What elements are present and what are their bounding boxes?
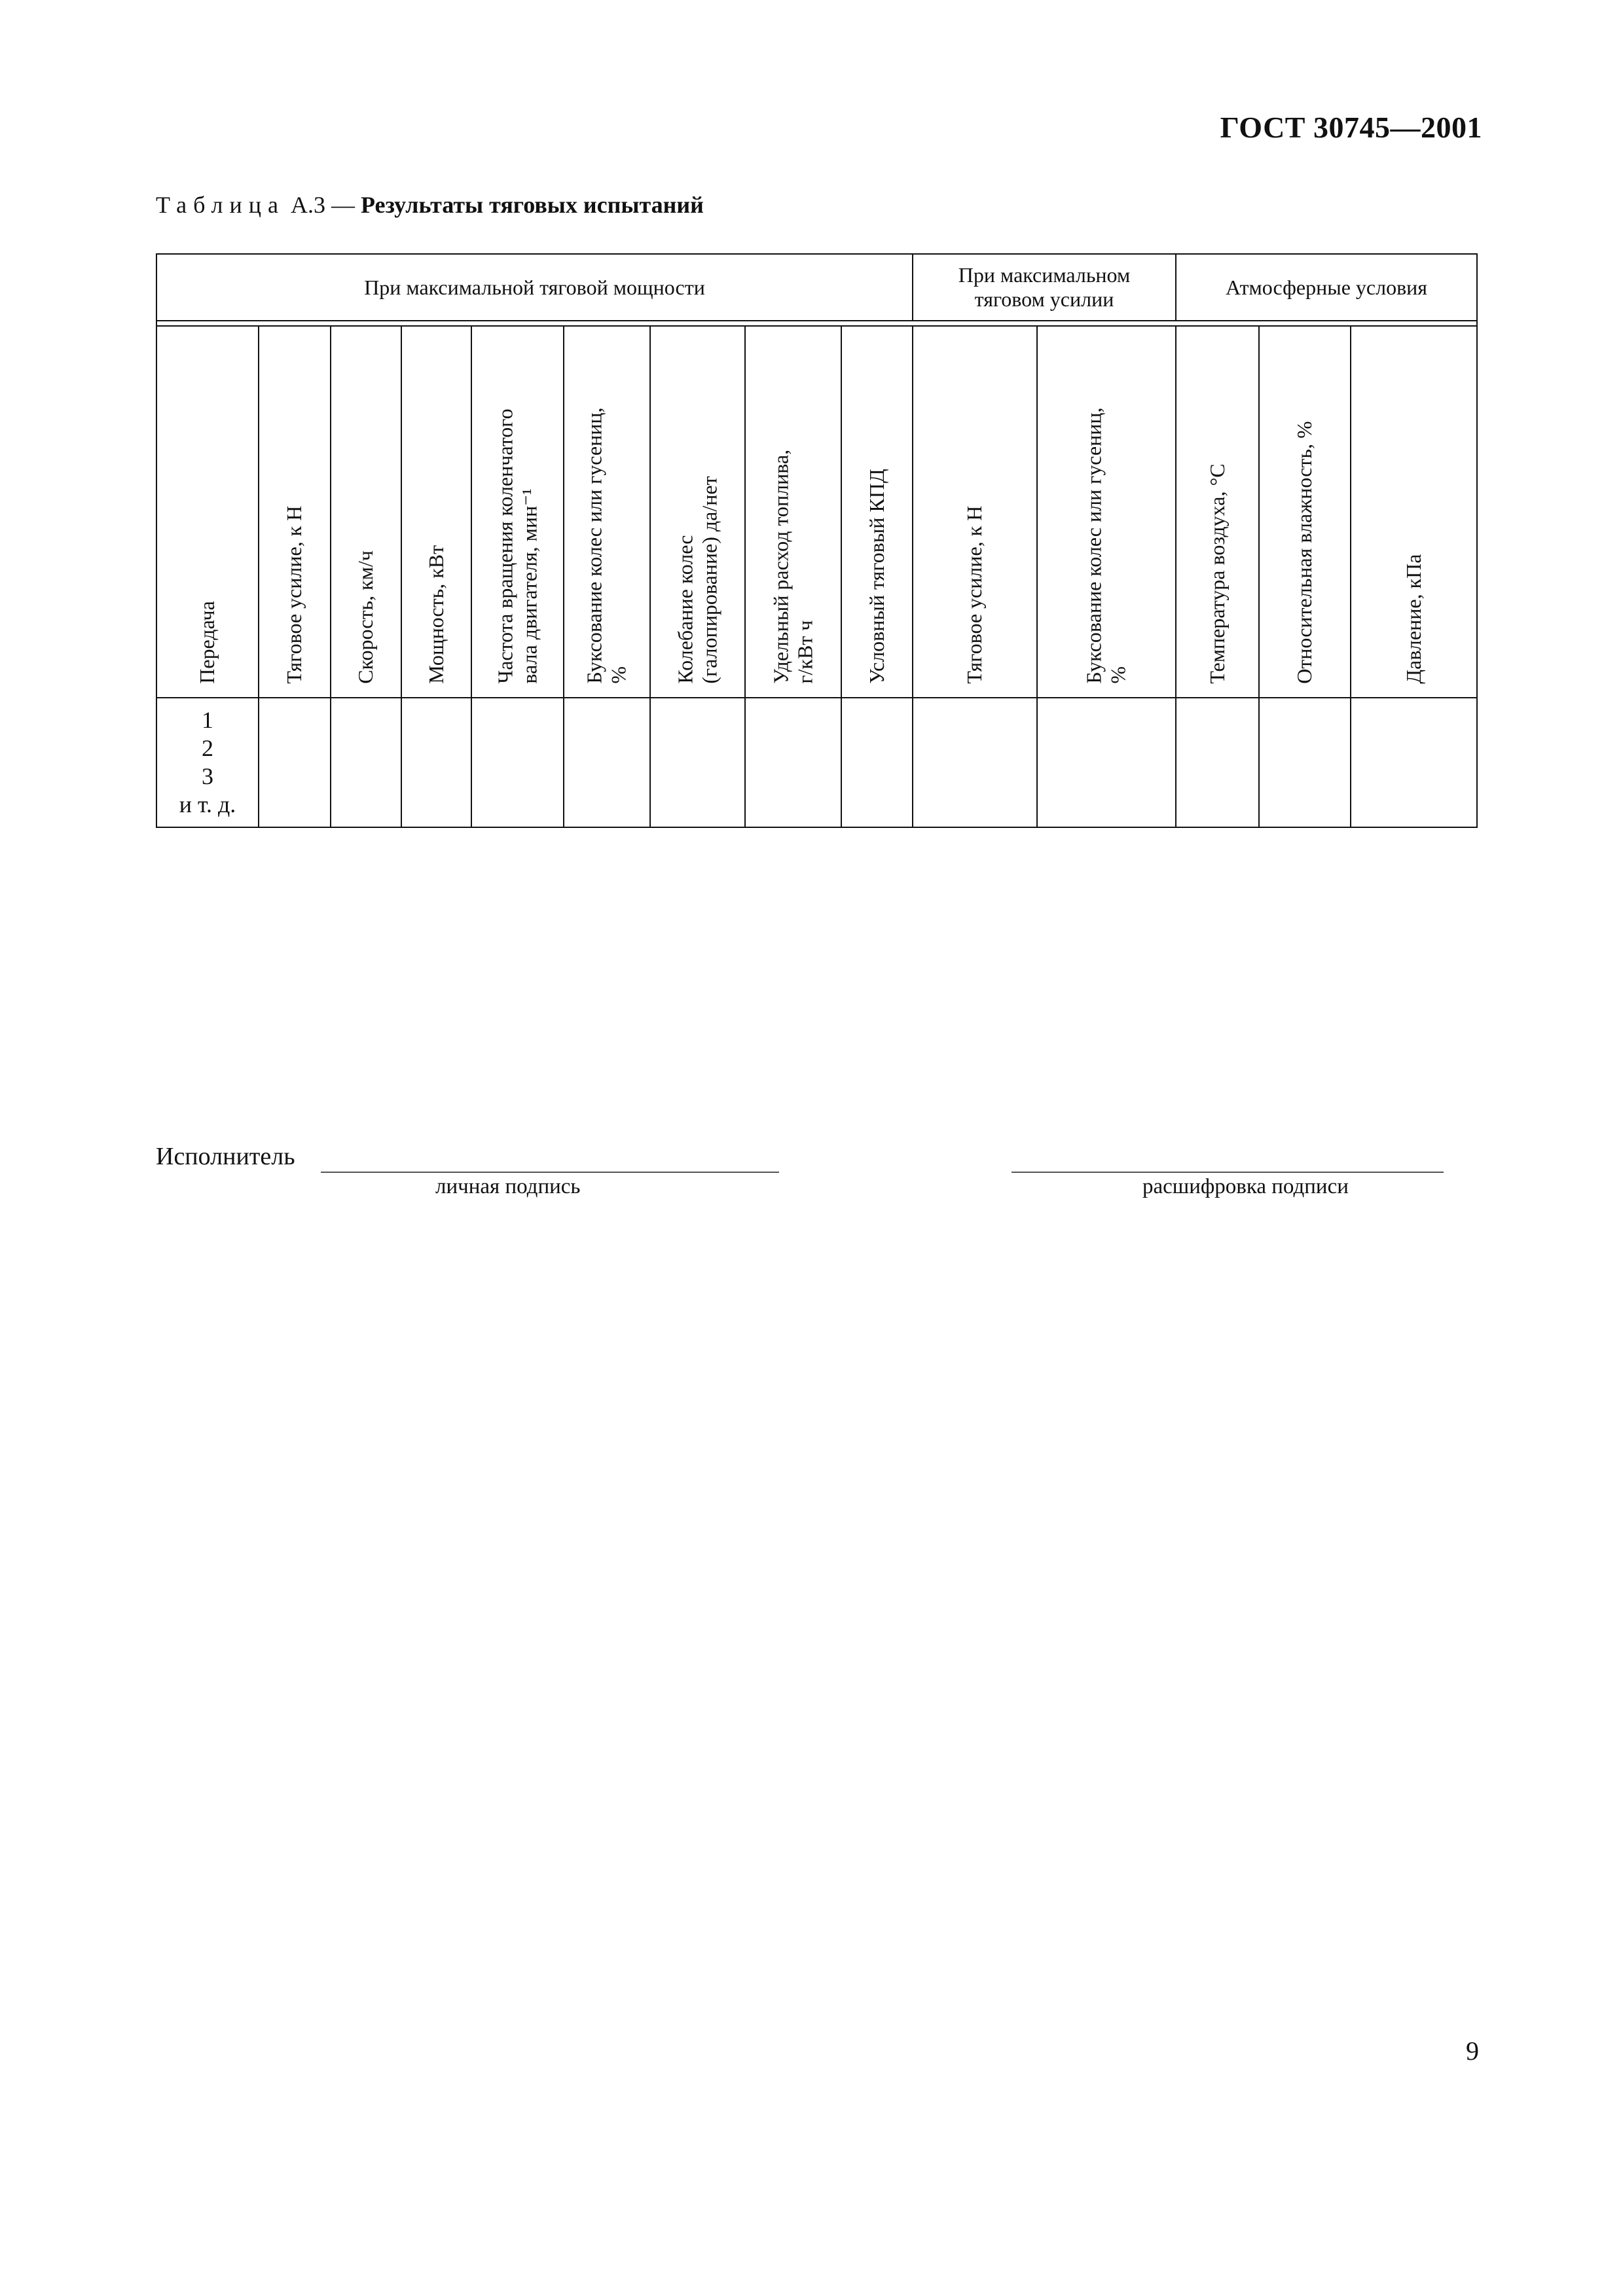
table-cell <box>564 698 650 827</box>
signature-line-personal <box>321 1172 779 1173</box>
table-cell <box>471 698 564 827</box>
group-header-max-force <box>913 254 1176 321</box>
col-gear: Передача <box>156 326 259 698</box>
table-caption <box>156 191 704 219</box>
signature-caption-personal: личная подпись <box>435 1175 581 1198</box>
results-table-wrapper <box>156 253 1478 828</box>
col-traction-force-max: Тяговое усилие, к Н <box>913 326 1037 698</box>
table-cell <box>1037 698 1176 827</box>
table-cell <box>1351 698 1477 827</box>
document-code: ГОСТ 30745—2001 <box>1220 111 1482 144</box>
group-header-max-force-text: При максимальном тяговом усилии <box>958 263 1131 311</box>
col-speed: Скорость, км/ч <box>331 326 401 698</box>
caption-number: А.3 — <box>290 192 355 218</box>
gear-list <box>156 698 259 827</box>
col-slip-max: Буксование колес или гусениц, % <box>1037 326 1176 698</box>
gear-row-etc: и т. д. <box>179 791 236 818</box>
table-cell <box>259 698 331 827</box>
table-row <box>156 698 1477 827</box>
col-traction-efficiency: Условный тяговый КПД <box>841 326 913 698</box>
table-cell <box>650 698 745 827</box>
col-air-temperature: Температура воздуха, °С <box>1176 326 1259 698</box>
results-table <box>156 253 1478 828</box>
gear-row-3: 3 <box>202 763 213 789</box>
table-cell <box>745 698 841 827</box>
signature-label: Исполнитель <box>156 1143 295 1170</box>
col-traction-force: Тяговое усилие, к Н <box>259 326 331 698</box>
col-power: Мощность, кВт <box>401 326 471 698</box>
col-pressure: Давление, кПа <box>1351 326 1477 698</box>
column-header-row <box>156 326 1477 698</box>
table-cell <box>841 698 913 827</box>
table-cell <box>913 698 1037 827</box>
col-fuel-consumption: Удельный расход топлива, г/кВт ч <box>745 326 841 698</box>
header-separator <box>156 321 1477 326</box>
caption-prefix: Таблица <box>156 192 285 218</box>
gear-row-1: 1 <box>202 706 213 733</box>
table-cell <box>331 698 401 827</box>
col-slip: Буксование колес или гусениц, % <box>564 326 650 698</box>
col-engine-speed: Частота вращения коленчатого вала двигателя, мин⁻¹ <box>471 326 564 698</box>
col-galloping: Колебание колес (галопирование) да/нет <box>650 326 745 698</box>
caption-title: Результаты тяговых испытаний <box>360 192 704 218</box>
signature-line-decode <box>1012 1172 1444 1173</box>
signature-caption-decode: расшифровка подписи <box>1142 1175 1349 1198</box>
page-number: 9 <box>1466 2036 1479 2066</box>
table-cell <box>401 698 471 827</box>
col-humidity: Относительная влажность, % <box>1259 326 1351 698</box>
table-cell <box>1259 698 1351 827</box>
gear-row-2: 2 <box>202 734 213 761</box>
group-header-max-power: При максимальной тяговой мощности <box>156 254 913 321</box>
group-header-atmosphere: Атмосферные условия <box>1176 254 1477 321</box>
table-cell <box>1176 698 1259 827</box>
